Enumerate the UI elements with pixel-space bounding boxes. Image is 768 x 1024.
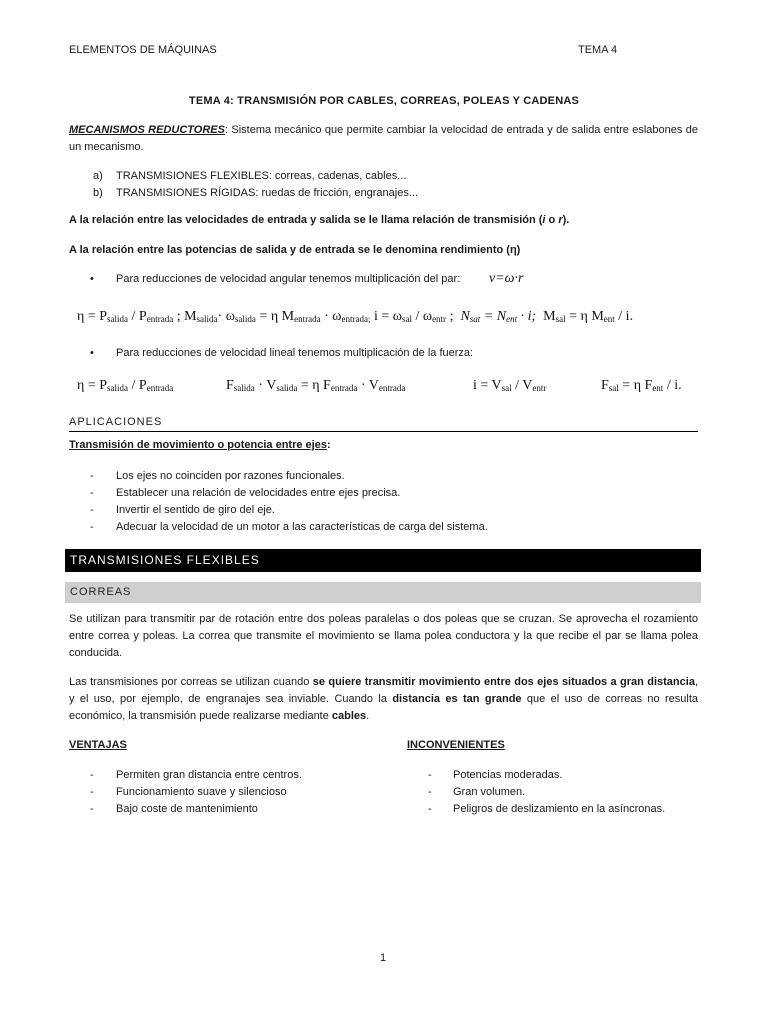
list-marker: - — [90, 470, 94, 482]
list-item-text: Funcionamiento suave y silencioso — [116, 786, 287, 798]
p2-text: Las transmisiones por correas se utilizan cuando — [69, 676, 313, 688]
aplicaciones-subheading-text: Transmisión de movimiento o potencia entre ejes — [69, 439, 327, 451]
formula-lineal-ratio — [473, 378, 546, 394]
relacion-close: ). — [562, 214, 570, 226]
heading-rule — [69, 431, 698, 432]
list-item — [93, 168, 407, 185]
f-sub: sal — [555, 314, 566, 324]
bullet-marker: • — [90, 347, 94, 359]
f-part: i = ω — [370, 309, 402, 324]
f-sub: salida — [233, 383, 255, 393]
list-item-text: Adecuar la velocidad de un motor a las características de carga del sistema. — [116, 521, 488, 533]
rendimiento-line: A la relación entre las potencias de salida y de entrada se le denomina rendimiento (η) — [69, 244, 521, 256]
list-marker: - — [90, 521, 94, 533]
aplicaciones-colon: : — [326, 439, 331, 451]
f-part: · V — [357, 378, 379, 393]
list-marker: a) — [93, 170, 103, 182]
types-list — [93, 168, 419, 202]
angular-text: Para reducciones de velocidad angular tenemos multiplicación del par: — [116, 273, 461, 285]
f-sub: sal — [501, 383, 512, 393]
aplicaciones-subheading — [69, 439, 331, 451]
f-part: · i; — [517, 309, 537, 324]
mecanismos-text: : Sistema mecánico que permite cambiar la velocidad de entrada y de salida entre eslabones de un mecanismo. — [69, 124, 698, 153]
lineal-bullet-item — [90, 347, 474, 359]
f-sub: salida — [107, 383, 129, 393]
page-title: TEMA 4: TRANSMISIÓN POR CABLES, CORREAS, POLEAS Y CADENAS — [188, 95, 580, 107]
f-sub: salida — [107, 314, 129, 324]
p2-bold: se quiere transmitir movimiento entre dos ejes situados a gran distancia — [312, 676, 695, 688]
inconvenientes-heading: INCONVENIENTES — [407, 739, 505, 751]
f-part: / P — [128, 309, 147, 324]
list-item — [93, 185, 419, 202]
formula-angular — [77, 309, 633, 325]
p2-bold: distancia es tan grande — [392, 693, 522, 705]
f-part: M — [543, 309, 556, 324]
f-sub: entrada — [146, 383, 174, 393]
f-part: / P — [128, 378, 147, 393]
list-marker: - — [90, 803, 94, 815]
f-sub: sal — [401, 314, 412, 324]
f-sub: entrada; — [341, 314, 371, 324]
list-item-text: Los ejes no coinciden por razones funcionales. — [116, 470, 345, 482]
section-correas: CORREAS — [65, 582, 701, 603]
f-sub: salida — [234, 314, 256, 324]
f-part: = η M — [565, 309, 604, 324]
list-item-text: Bajo coste de mantenimiento — [116, 803, 258, 815]
f-sub: ent — [603, 314, 615, 324]
f-part: = N — [480, 309, 507, 324]
list-marker: - — [90, 504, 94, 516]
f-part: · V — [254, 378, 277, 393]
list-item-text: Permiten gran distancia entre centros. — [116, 769, 302, 781]
mecanismos-term: MECANISMOS REDUCTORES — [69, 124, 225, 136]
section-transmisiones-flexibles: TRANSMISIONES FLEXIBLES — [65, 549, 701, 572]
f-sub: sal — [608, 383, 619, 393]
p2-text: , y el uso, por ejemplo, de engranajes sea inviable. Cuando la — [69, 676, 698, 705]
f-part: ; — [446, 309, 454, 324]
list-marker: - — [428, 803, 432, 815]
f-part: · ω — [320, 309, 342, 324]
velocity-formula: v=ω·r — [489, 271, 524, 286]
list-item-text: Peligros de deslizamiento en la asíncronas. — [453, 803, 666, 815]
f-sub: entr — [532, 383, 547, 393]
f-part: / V — [511, 378, 533, 393]
f-sub: salida — [196, 314, 218, 324]
f-eta: η = P — [77, 378, 108, 393]
f-part: / i. — [614, 309, 634, 324]
f-sub: entrada — [146, 314, 174, 324]
f-sub: entrada — [330, 383, 358, 393]
relacion-text: A la relación entre las velocidades de entrada y salida se le llama relación de transmisión ( — [69, 214, 543, 226]
relacion-i: i — [542, 214, 546, 226]
relacion-r: r — [558, 214, 563, 226]
f-sub: ent — [506, 314, 518, 324]
formula-lineal-eta — [77, 378, 173, 394]
angular-bullet-item — [90, 271, 524, 286]
list-item-text: Potencias moderadas. — [453, 769, 563, 781]
p2-text: . — [366, 710, 370, 722]
bullet-marker: • — [90, 273, 94, 285]
f-part: / ω — [411, 309, 433, 324]
list-item-text: Invertir el sentido de giro del eje. — [116, 504, 275, 516]
lineal-text: Para reducciones de velocidad lineal tenemos multiplicación de la fuerza: — [116, 347, 474, 359]
formula-lineal-force-out — [601, 378, 682, 394]
list-item-text: TRANSMISIONES RÍGIDAS: ruedas de fricción, engranajes... — [116, 187, 419, 199]
f-sub: salida — [276, 383, 298, 393]
p2-text: que el uso de correas no resulta económico, la transmisión puede realizarse mediante — [69, 693, 698, 722]
f-part: · ω — [217, 309, 235, 324]
relacion-transmision — [69, 214, 569, 226]
list-item-text: TRANSMISIONES FLEXIBLES: correas, cadenas, cables... — [116, 170, 407, 182]
f-part: = η F — [618, 378, 653, 393]
f-sub: entrada — [294, 314, 321, 324]
f-part: N — [460, 309, 470, 324]
list-marker: - — [90, 769, 94, 781]
list-marker: b) — [93, 187, 103, 199]
p2-bold: cables — [331, 710, 367, 722]
list-item-text: Establecer una relación de velocidades entre ejes precisa. — [116, 487, 401, 499]
running-header-left: ELEMENTOS DE MÁQUINAS — [69, 44, 217, 56]
correas-paragraph-2 — [69, 674, 698, 725]
f-sub: sat — [469, 314, 481, 324]
correas-paragraph-1: Se utilizan para transmitir par de rotación entre dos poleas paralelas o dos poleas que se cruzan. Se aprovecha el rozamiento entre correa y poleas. La correa que transmite el movimiento se llama polea conductora y la que recibe el par se llama polea conducida. — [69, 613, 698, 659]
f-sub: ent — [652, 383, 664, 393]
mecanismos-paragraph — [69, 122, 698, 156]
f-part: = η F — [297, 378, 331, 393]
f-part: / i. — [663, 378, 682, 393]
f-part: ; M — [173, 309, 197, 324]
f-eta: η = P — [77, 309, 108, 324]
f-part: F — [226, 378, 234, 393]
list-marker: - — [428, 786, 432, 798]
f-part: F — [601, 378, 609, 393]
running-header-right: TEMA 4 — [578, 44, 618, 56]
list-marker: - — [90, 786, 94, 798]
page-number: 1 — [380, 952, 387, 964]
f-sub: entrada — [378, 383, 406, 393]
f-part: i = V — [473, 378, 502, 393]
relacion-o: o — [545, 214, 559, 226]
list-marker: - — [428, 769, 432, 781]
list-marker: - — [90, 487, 94, 499]
ventajas-heading: VENTAJAS — [69, 739, 127, 751]
aplicaciones-heading: APLICACIONES — [69, 416, 163, 428]
f-part: = η M — [255, 309, 295, 324]
formula-lineal-force — [226, 378, 405, 394]
list-item-text: Gran volumen. — [453, 786, 526, 798]
f-sub: entr — [432, 314, 447, 324]
